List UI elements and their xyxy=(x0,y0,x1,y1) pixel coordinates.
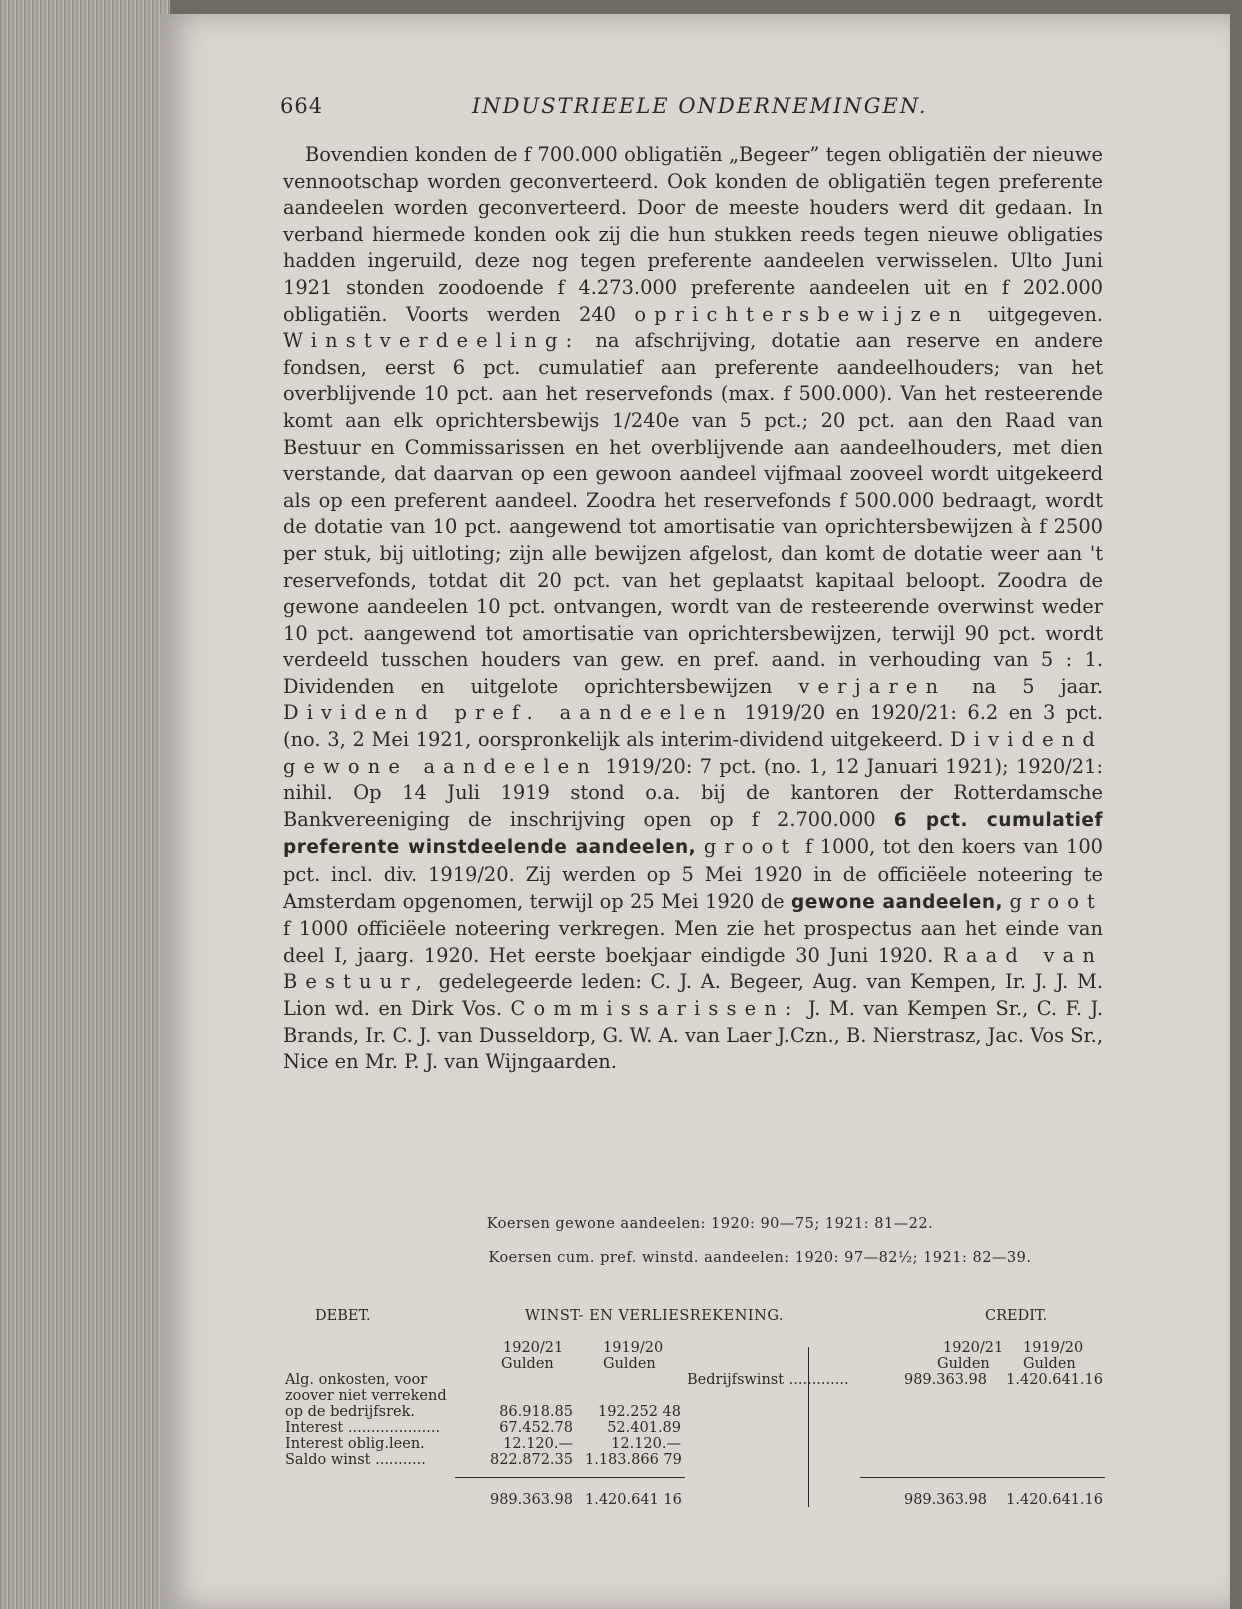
debit-total-1920: 989.363.98 xyxy=(489,1492,573,1508)
credit-row-value-1919: 1.420.641.16 xyxy=(1006,1372,1103,1388)
debit-row-value-1920: 12.120.— xyxy=(503,1436,573,1452)
debit-row-value-1919: 12.120.— xyxy=(611,1436,681,1452)
column-divider xyxy=(808,1347,809,1507)
account-title: WINST- EN VERLIESREKENING. xyxy=(525,1308,784,1324)
debit-col-1919: 1919/20 xyxy=(603,1340,664,1356)
credit-total-1919: 1.420.641.16 xyxy=(1006,1492,1103,1508)
credit-total-1920: 989.363.98 xyxy=(903,1492,987,1508)
debit-row-value-1919: 1.183.866 79 xyxy=(585,1452,682,1468)
debit-row-label: Interest oblig.leen. xyxy=(285,1436,425,1452)
credit-gulden-2: Gulden xyxy=(1023,1356,1076,1372)
debit-row-value-1920: 67.452.78 xyxy=(499,1420,573,1436)
debit-total-1919: 1.420.641 16 xyxy=(585,1492,682,1508)
credit-row-label: Bedrijfswinst ............. xyxy=(687,1372,849,1388)
debit-row-value-1920: 86.918.85 xyxy=(499,1404,573,1420)
koersen-pref: Koersen cum. pref. winstd. aandeelen: 1920: 97—82½; 1921: 82—39. xyxy=(488,1250,1032,1266)
credit-heading: CREDIT. xyxy=(985,1308,1048,1324)
body-text xyxy=(283,142,1103,1076)
credit-total-rule xyxy=(860,1477,1105,1478)
koersen-gewone: Koersen gewone aandeelen: 1920: 90—75; 1921: 81—22. xyxy=(486,1216,934,1232)
debit-row-label: Saldo winst ........... xyxy=(285,1452,426,1468)
paragraph: Bovendien konden de f 700.000 obligatiën „Begeer” tegen obligatiën der nieuwe vennootschap worden geconverteerd. Ook konden de obligatiën tegen preferente aandeelen worden geconverteerd. Door de meeste houders werd dit gedaan. In verband hiermede konden ook zij die hun stukken reeds tegen nieuwe obligaties hadden ingeruild, deze nog tegen preferente aandeelen verwisselen. Ulto Juni 1921 stonden zoodoende f 4.273.000 preferente aandeelen uit en f 202.000 obligatiën. Voorts werden 240 oprichtersbewijzen uitgegeven. Winstverdeeling: na afschrijving, dotatie aan reserve en andere fondsen, eerst 6 pct. cumulatief aan preferente aandeelhouders; van het overblijvende 10 pct. aan het reservefonds (max. f 500.000). Van het resteerende komt aan elk oprichtersbewijs 1/240e van 5 pct.; 20 pct. aan den Raad van Bestuur en Commissarissen en het overblijvende aan aandeelhouders, met dien verstande, dat daarvan op een gewoon aandeel vijfmaal zooveel wordt uitgekeerd als op een preferent aandeel. Zoodra het reservefonds f 500.000 bedraagt, wordt de dotatie van 10 pct. aangewend tot amortisatie van oprichtersbewijzen à f 2500 per stuk, bij uitloting; zijn alle bewijzen afgelost, dan komt de dotatie weer aan 't reservefonds, totdat dit 20 pct. van het geplaatst kapitaal beloopt. Zoodra de gewone aandeelen 10 pct. ontvangen, wordt van de resteerende overwinst weder 10 pct. aangewend tot amortisatie van oprichtersbewijzen, terwijl 90 pct. wordt verdeeld tusschen houders van gew. en pref. aand. in verhouding van 5 : 1. Dividenden en uitgelote oprichtersbewijzen verjaren na 5 jaar. Dividend pref. aandeelen 1919/20 en 1920/21: 6.2 en 3 pct. (no. 3, 2 Mei 1921, oorspronkelijk als interim-dividend uitgekeerd. Dividend gewone aandeelen 1919/20: 7 pct. (no. 1, 12 Januari 1921); 1920/21: nihil. Op 14 Juli 1919 stond o.a. bij de kantoren der Rotterdamsche Bankvereeniging de inschrijving open op f 2.700.000 6 pct. cumulatief preferente winstdeelende aandeelen, groot f 1000, tot den koers van 100 pct. incl. div. 1919/20. Zij werden op 5 Mei 1920 in de officiëele noteering te Amsterdam opgenomen, terwijl op 25 Mei 1920 de gewone aandeelen, groot f 1000 officiëele noteering verkregen. Men zie het prospectus aan het einde van deel I, jaarg. 1920. Het eerste boekjaar eindigde 30 Juni 1920. Raad van Bestuur, gedelegeerde leden: C. J. A. Begeer, Aug. van Kempen, Ir. J. J. M. Lion wd. en Dirk Vos. Commissarissen: J. M. van Kempen Sr., C. F. J. Brands, Ir. C. J. van Dusseldorp, G. W. A. van Laer J.Czn., B. Nierstrasz, Jac. Vos Sr., Nice en Mr. P. J. van Wijngaarden. xyxy=(283,143,1104,1074)
document-page xyxy=(160,14,1230,1609)
debit-row-label: Interest .................... xyxy=(285,1420,441,1436)
debit-row-label: zoover niet verrekend xyxy=(285,1388,447,1404)
debit-row-label: op de bedrijfsrek. xyxy=(285,1404,416,1420)
debit-row-value-1919: 192.252 48 xyxy=(597,1404,681,1420)
debit-total-rule xyxy=(455,1477,685,1478)
debit-gulden-1: Gulden xyxy=(501,1356,554,1372)
debit-row-label: Alg. onkosten, voor xyxy=(285,1372,428,1388)
debit-col-1920: 1920/21 xyxy=(503,1340,564,1356)
book-page-edges xyxy=(0,0,170,1609)
credit-col-1919: 1919/20 xyxy=(1023,1340,1084,1356)
debit-row-value-1920: 822.872.35 xyxy=(489,1452,573,1468)
running-title: INDUSTRIEELE ONDERNEMINGEN. xyxy=(472,94,928,118)
debit-gulden-2: Gulden xyxy=(603,1356,656,1372)
debit-row-value-1919: 52.401.89 xyxy=(607,1420,681,1436)
debet-heading: DEBET. xyxy=(315,1308,371,1324)
credit-gulden-1: Gulden xyxy=(937,1356,990,1372)
credit-col-1920: 1920/21 xyxy=(943,1340,1004,1356)
page-number: 664 xyxy=(280,94,324,118)
credit-row-value-1920: 989.363.98 xyxy=(903,1372,987,1388)
